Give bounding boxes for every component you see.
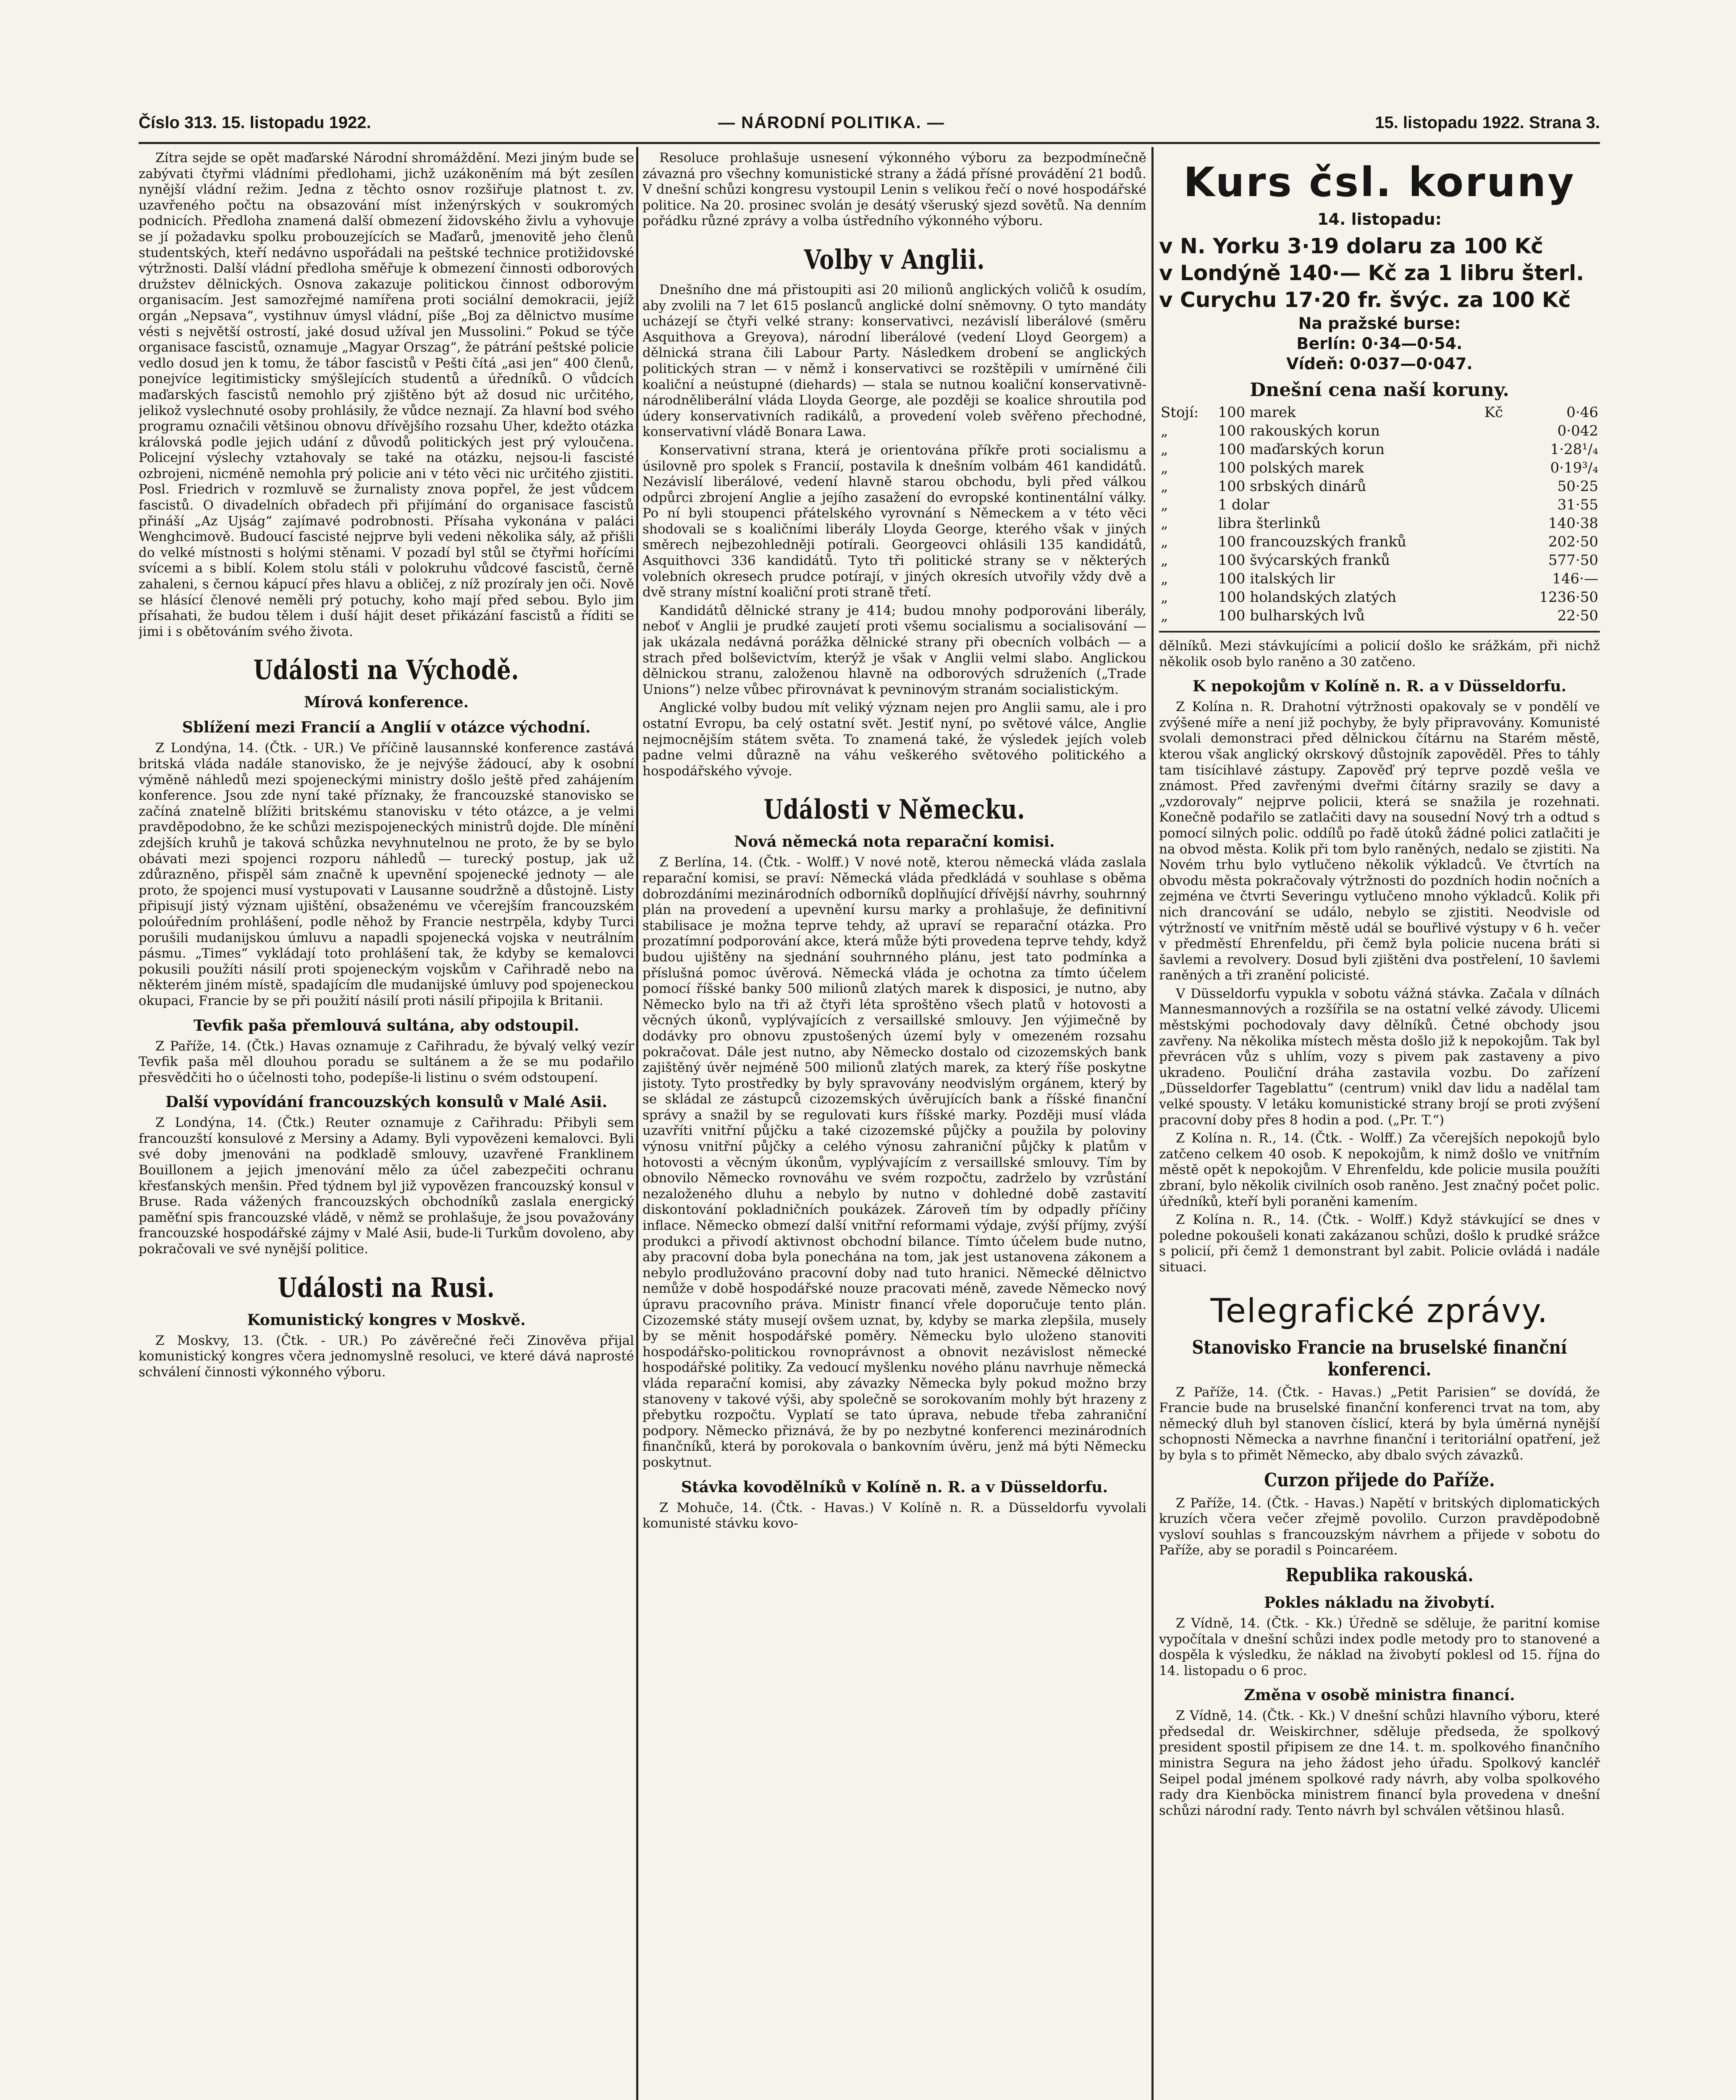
rate-berlin: Berlín: 0·34—0·54. xyxy=(1296,334,1463,353)
article-unrest-1: Z Kolína n. R. Drahotní výtržnosti opakovaly se v pondělí ve zvýšené míře a není již pochyby, že byly připravovány. Komunisté svolali demonstraci před dělnickou čítárnu na Starém městě, kterou však anglický okrskový důstojník zapověděl. Přes to táhly tam tisícihlavé zástupy. Zapověď prý teprve pozdě vešla ve známost. Před zavřenými dveřmi čítárny srazily se davy a „vzdorovaly“ nejprve policii, která se snažila je rozehnati. Konečně podařilo se zatlačiti davy na sousední Nový trh a odtud s pomocí silných polic. oddílů po řadě útoků žádné polici zatlačiti je na obvod města. Kolik při tom bylo raněných, nedalo se zjistiti. Na Novém trhu bylo vytlučeno několik výkladců. Ve čtvrtích na obvodu města pokračovaly výtržnosti do pozdních hodin nočních a zejména ve čtvrti Severingu vytlučeno mnoho výkladců. Kolik při nich drancování se událo, nebylo se zjistiti. Neodvisle od výtržností ve vnitřním městě udál se bouřlivé výstupy v 6 h. večer v předměstí Ehrenfeldu, při čemž byla policie nucena bráti si šavlemi a revolvery. Dosud byli zjištěni dva postřelení, 10 šavlemi raněných a tři zranění policisté. xyxy=(1159,699,1600,983)
rate-prefix: „ xyxy=(1161,533,1168,550)
heading-austria: Republika rakouská. xyxy=(1285,1564,1474,1586)
article-reparation-note: Z Berlína, 14. (Čtk. - Wolff.) V nové notě, kterou německá vláda zaslala reparační komisi, se praví: Německá vláda předkládá v souhlase s oběma dobrozdáními mezinárodních odborníků doplňující dřívější návrhy, souhrnný plán na provedení a upevnění kursu marky a prohlašuje, že definitivní stabilisace je možna teprve tehdy, až upraví se reparační otázka. Pro prozatímní podporování akce, která může býti provedena teprve tehdy, když budou ujištěny na sjednání souhrnného plánu, jest tato podmínka a příslušná pomoc úvěrová. Německá vláda je ochotna za tímto účelem pomocí říšské banky 500 milionů zlatých marek k disposici, je nutno, aby Německo bylo na tři až čtyři léta sproštěno všech platů v hotovosti a věcných úkonů, vyplývajících z versaillské smlouvy. Jen výjimečně by dodávky pro obnovu zpustošených území byly v omezeném rozsahu pokračovat. Dále jest nutno, aby Německo dostalo od cizozemských bank zajištěný úvěr nejméně 500 milionů zlatých marek, za který říše poskytne jistoty. Tyto prostředky by byly spravovány neodvislým orgánem, který by se skládal ze zástupců cizozemských úvěrujících bank a říšské finanční správy a snažil by se regulovati kurs říšské marky. Později musí vláda uzavříti vnitřní půjčku a také cizozemské půjčky a použila by poloviny výnosu vnitřní půjčky a celého výnosu zahraniční půjčky k platům v hotovosti a věcným úkonům, vyplývajícím z versaillské smlouvy. Tím by obnovilo Německo rovnováhu ve svém rozpočtu, zadrželo by vzrůstání nezaloženého dluhu a nebylo by nutno v dohledné době zastavití diskontování pokladničních poukázek. Zároveň tím by odpadly příčiny inflace. Německo obmezí další vnitřní reformami výdaje, zvýší příjmy, zvýší produkci a přivodí aktivnost obchodní bilance. Tímto účelem bude nutno, aby pracovní doba byla ponechána na tom, jak jest ustanovena zákonem a nebylo prodlužováno pracovní doby nad tuto hranici. Německé dělnictvo nemůže v době hospodářské nouze pracovati méně, zavede Německo nový úpravu pracovního práva. Ministr financí vřele doporučuje tento plán. Cizozemské státy musejí ovšem uznat, by, kdyby se marka zlepšila, musely by se měnit hospodářské poměry. Německu bylo uloženo stanoviti hospodářsko-politickou rovnoprávnost a obnovit nezávislost německé hospodářské politiky. Za vedoucí myšlenku nového plánu navrhuje německá vláda reparační komisi, aby závazky Německa byly pokud možno brzy stanoveny v takové výši, aby společně se sorokovaním mohly být hrazeny z přebytku rozpočtu. Vyplatí se tato úprava, nebude třeba zahraniční podpory. Německo přiznává, že by po nezbytné konferenci mezinárodních finančníků, která by porokovala o bankovním úvěru, jenž má býti Německu poskytnut. xyxy=(642,855,1146,1470)
rate-unit xyxy=(1483,551,1513,570)
rate-prefix: „ xyxy=(1161,607,1168,624)
rate-row xyxy=(1159,477,1600,496)
rate-value: 0·042 xyxy=(1557,423,1598,439)
column-1 xyxy=(139,150,634,2100)
rate-unit xyxy=(1483,477,1513,496)
rate-unit xyxy=(1483,440,1513,459)
heading-congress: Komunistický kongres v Moskvě. xyxy=(247,1311,526,1329)
rate-unit xyxy=(1483,588,1513,606)
rate-prefix: „ xyxy=(1161,459,1168,476)
rate-row xyxy=(1159,533,1600,551)
article-curzon: Z Paříže, 14. (Čtk. - Havas.) Napětí v britských diplomatických kruzích včera večer zřejmě povolilo. Curzon pravděpodobně vysloví souhlas s francouzským návrhem a přijede v sobotu do Paříže, aby se poradil s Poincaréem. xyxy=(1159,1495,1600,1558)
article-consuls: Z Londýna, 14. (Čtk.) Reuter oznamuje z Cařihradu: Přibyli sem francouzští konsulové z Mersiny a Adamy. Byli vypovězeni kemalovci. Byli své doby jmenováni na podkladě smlouvy, uzavřené Franklinem Bouillonem a jejich jmenování mělo za účel zabezpečiti ochranu křesťanských menšin. Před týdnem byl již vypovězen francouzský konsul v Bruse. Rada vážených francouzských obchodníků zaslala energický paměťní spis francouzské vládě, v němž se prohlašuje, že jsou považovány francouzské hospodářské zájmy v Malé Asii, bude-li Turkům dovoleno, aby pokračovali ve své nynější politice. xyxy=(139,1115,634,1257)
article-unrest-3: Z Kolína n. R., 14. (Čtk. - Wolff.) Za včerejších nepokojů bylo zatčeno celkem 40 osob. K nepokojům, k nimž došlo ve vnitřním městě opět k nepokojům. V Ehrenfeldu, kde policie musila použíti zbraní, bylo několik civilních osob raněno. Jest značný počet polic. úředníků, kteří byli poraněni kamením. xyxy=(1159,1131,1600,1209)
rate-label: 100 marek xyxy=(1218,404,1296,421)
rate-label: 100 srbských dinárů xyxy=(1218,478,1366,495)
rate-value: 146·— xyxy=(1552,570,1598,587)
article-congress: Z Moskvy, 13. (Čtk. - UR.) Po závěrečné řeči Zinověva přijal komunistický kongres včera jednomyslně resoluci, ve které dává naprosté schválení činnosti výkonného výboru. xyxy=(139,1333,634,1380)
currency-date: 14. listopadu: xyxy=(1317,210,1442,228)
article-brussels: Z Paříže, 14. (Čtk. - Havas.) „Petit Parisien“ se dovídá, že Francie bude na bruselské finanční konferenci trvat na tom, aby německý dluh byl stanoven číslicí, která by byla úměrná nynější schopnosti Německa a navrhne finanční i teritoriální opatření, jež by byla s to přimět Německo, aby dbalo svých závazků. xyxy=(1159,1384,1600,1463)
rate-row xyxy=(1159,440,1600,459)
rate-row xyxy=(1159,459,1600,477)
page-number: 15. listopadu 1922. Strana 3. xyxy=(1375,113,1600,132)
rate-value: 0·46 xyxy=(1566,404,1598,421)
article-strike-cont: dělníků. Mezi stávkujícími a policií došlo ke srážkám, při nichž několik osob bylo raněno a 30 zatčeno. xyxy=(1159,638,1600,669)
heading-living-cost: Pokles nákladu na živobytí. xyxy=(1264,1593,1495,1612)
heading-russia: Události na Rusi. xyxy=(278,1272,495,1304)
rate-label: libra šterlinků xyxy=(1218,515,1321,532)
rate-row xyxy=(1159,588,1600,606)
rate-zurich: v Curychu 17·20 fr. švýc. za 100 Kč xyxy=(1159,288,1571,312)
article-elections-2: Konservativní strana, která je orientována příkře proti socialismu a úsilovně pro spolek s Francií, postavila k dnešním volbám 461 kandidátů. Nezávislí liberálové, vedení hlavně starou obchodu, byli před válkou odpůrci zbrojení Anglie a jejího zasažení do evropské kontinentální války. Po ní byli stoupenci přátelského vyrovnání s Německem a v této věci shodovali se s koaličními liberály Lloyda George, kterého však v jiných směrech nejbezohledněji potírali. Georgeovci ohlásili 135 kandidátů, Asquithovci 336 kandidátů. Tyto tři politické strany se v některých volebních okresech prudce potírají, v jiných okresích utvořily vždy dvě a dvě strany místní koaliční proti straně třetí. xyxy=(642,442,1146,600)
rate-prefix: „ xyxy=(1161,441,1168,458)
heading-france-england: Sblížení mezi Francií a Anglií v otázce východní. xyxy=(182,719,591,737)
heading-east: Události na Východě. xyxy=(253,654,519,686)
rate-unit xyxy=(1483,533,1513,551)
rate-value: 202·50 xyxy=(1548,533,1598,550)
rate-table xyxy=(1159,403,1600,625)
heading-england-elections: Volby v Anglii. xyxy=(804,244,985,276)
newspaper-title: — NÁRODNÍ POLITIKA. — xyxy=(718,113,945,132)
rate-row xyxy=(1159,570,1600,588)
rate-value: 31·55 xyxy=(1557,496,1598,513)
rate-prefix: „ xyxy=(1161,570,1168,587)
rate-row xyxy=(1159,422,1600,440)
rate-prefix: „ xyxy=(1161,423,1168,439)
article-hungary: Zítra sejde se opět maďarské Národní shromáždění. Mezi jiným bude se zabývati čtyřmi vládními předlohami, jichž uzákoněním má být zesílen nynější vládní režim. Jedna z těchto osnov rozšiřuje platnost t. zv. uzavřeného počtu na obsazování míst inženýrských v soukromých podnicích. Předloha znamená další obmezení židovského živlu a vyhovuje se jí požadavku spolku probouzejících se Maďarů, jmenovitě jeho členů studentských, kteří nedávno uspořádali na peštské technice protižidovské výtržnosti. Další vládní předloha směřuje k obmezení činnosti odborových družstev dělnických. Osnova zakazuje politickou činnost odborovým organisacím. Jest samozřejmé namířena proti sociální demokracii, jejíž orgán „Nepsava“, vystihnuv úmysl vládní, píše „Boj za dělnictvo musíme vésti s největší ostrostí, jaké dosud užíval jen Mussolini.“ Pokud se týče organisace fascistů, oznamuje „Magyar Orszag“, že pátrání peštské policie vedlo dosud jen k tomu, že tábor fascistů v Pešti čítá „asi jen“ 400 členů, ponejvíce legitimisticky smýšlejících studentů a úředníků. O vůdcích maďarských fascistů nemohlo prý zjištěno být až dosud nic určitého, jelikož vyslechnuté osoby prohlásily, že vůdce neznají. Za hlavní bod svého programu označili většinou obnovu dřívějšího rozsahu Uher, kdežto otázka královská podle jejich udání z důvodů politických jest prý vyloučena. Policejní výslechy vztahovaly se také na otázku, nejsou-li fascisté ozbrojeni, nicméně nemohla prý policie ani v této věci nic určitého zjistiti. Posl. Friedrich v rozmluvě se žurnalisty znova popřel, že jest vůdcem fascistů. O divadelních obřadech při přijímání do organisace fascistů přináší „Az Ujság“ zajímavé podrobnosti. Přísaha vykonána v paláci Wenghcimově. Budoucí fascisté nejprve byli vedeni několika sály, až přišli do velké místnosti s holými stěnami. V pozadí byl stůl se čtyřmi hořícími svícemi a s biblí. Kolem stolu stáli v polokruhu vůdcové fascistů, černě zahaleni, s černou kápucí přes hlavu a obličej, z níž prozíraly jen oči. Nově se hlásící členové neměli prý potuchy, koho mají před sebou. Bylo jim přísahati, že budou tělem i duší hájit deset přikázání fascistů a říditi se jimi i s obětováním svého života. xyxy=(139,150,634,639)
heading-curzon: Curzon přijede do Paříže. xyxy=(1264,1469,1495,1491)
rate-unit xyxy=(1483,570,1513,588)
rate-prefix: „ xyxy=(1161,478,1168,495)
rates-rule xyxy=(1159,631,1600,633)
column-2 xyxy=(642,150,1146,2100)
rate-unit: Kč xyxy=(1484,404,1503,421)
rate-label: 100 italských lir xyxy=(1218,570,1335,587)
masthead xyxy=(139,113,1600,139)
rate-london: v Londýně 140·— Kč za 1 libru šterl. xyxy=(1159,261,1584,285)
rate-new-york: v N. Yorku 3·19 dolaru za 100 Kč xyxy=(1159,234,1543,258)
heading-brussels: Stanovisko Francie na bruselské finanční konferenci. xyxy=(1192,1336,1567,1380)
article-elections-3: Kandidátů dělnické strany je 414; budou mnohy podporováni liberály, neboť v Anglii je prudké zaujetí proti všemu socialismu a socialisování — jak ukázala nedávná porážka dělnické strany při obecních volbách — a strach před bolševictvím, kterýž je však v Anglii velmi slabo. Anglickou dělnickou stranu, založenou hlavně na odborových sdruženích („Trade Unions“) nelze vůbec přirovnávat k pevninovým stranám socialistickým. xyxy=(642,603,1146,697)
rate-label: 1 dolar xyxy=(1218,496,1269,513)
rate-unit xyxy=(1483,496,1513,514)
rate-label: 100 maďarských korun xyxy=(1218,441,1385,458)
heading-currency-rate: Kurs čsl. koruny xyxy=(1183,159,1576,206)
header-rule xyxy=(139,142,1600,144)
heading-finance-minister: Změna v osobě ministra financí. xyxy=(1244,1686,1515,1704)
article-finance-minister: Z Vídně, 14. (Čtk. - Kk.) V dnešní schůzi hlavního výboru, které předsedal dr. Weiskirchner, sděluje předseda, že spolkový president spostil připisem ze dne 14. t. m. spolkového finančního ministra Segura na jeho žádost jeho úřadu. Spolkový kancléř Seipel podal jménem spolkové rady návrh, aby volba spolkového rady dra Kienböcka ministrem financí byla provedena v dnešní schůzi národní rady. Tento návrh byl schválen většinou hlasů. xyxy=(1159,1708,1600,1818)
article-lausanne: Z Londýna, 14. (Čtk. - UR.) Ve příčině lausannské konference zastává britská vláda nadále stanovisko, že je nejvýše žádoucí, aby k osobní výměně náhledů mezi spojeneckými ministry došlo ještě před zahájením konference. Jsou zde nyní také příznaky, že francouzské stanovisko se začíná znatelně blížiti britskému stanovisku v této otázce, a je velmi pravděpodobno, že ke schůzi mezispojeneckých ministrů dojde. Dle mínění zdejších kruhů je taková schůzka nevyhnutelnou ne proto, že by se bylo obávati mezi spojenci rozporu náhledů — turecký postup, jak už zdůrazněno, přispěl sám značně k upevnění spojenecké jednoty — ale proto, že spojenci musí vystupovati v Lausanne soudržně a důstojně. Listy připisují jistý význam ujištění, obsaženému ve včerejším francouzském poloúředním prohlášení, podle něhož by Francie nestrpěla, kdyby Turci porušili mudanijskou úmluvu a napadli spojenecká vojska v neutrálním pásmu. „Times“ vykládají toto prohlášení tak, že kdyby se kemalovci pokusili použíti násilí proti spojeneckým vojskům v Cařihradě nebo na některém jiném místě, spadajícím dle mudanijské úmluvy pod spojeneckou okupaci, Francie by se při použití násilí proti násilí připojila k Britanii. xyxy=(139,740,634,1008)
rate-label: 100 švýcarských franků xyxy=(1218,552,1390,569)
article-tevfik: Z Paříže, 14. (Čtk.) Havas oznamuje z Cařihradu, že bývalý velký vezír Tevfik paša měl dlouhou poradu se sultánem a že se mu podařilo přesvědčiti ho o účelnosti toho, podepíše-li listinu o svém odstoupení. xyxy=(139,1038,634,1085)
rate-prefix: „ xyxy=(1161,496,1168,513)
rate-value: 577·50 xyxy=(1548,552,1598,569)
rate-unit xyxy=(1483,606,1513,625)
rate-label: 100 bulharských lvů xyxy=(1218,607,1365,624)
rate-label: 100 francouzských franků xyxy=(1218,533,1407,550)
rate-prefix: „ xyxy=(1161,589,1168,606)
heading-unrest: K nepokojům v Kolíně n. R. a v Düsseldorfu. xyxy=(1192,677,1567,696)
article-living-cost: Z Vídně, 14. (Čtk. - Kk.) Úředně se sděluje, že paritní komise vypočítala v dnešní schůzi index podle metody pro to stanovené a dospěla k výsledku, že náklad na živobytí poklesl od 15. října do 14. listopadu o 6 proc. xyxy=(1159,1615,1600,1678)
rate-value: 140·38 xyxy=(1548,515,1598,532)
rate-value: 0·19³/₄ xyxy=(1550,459,1598,476)
heading-crown-price: Dnešní cena naší koruny. xyxy=(1250,379,1509,401)
article-elections-1: Dnešního dne má přistoupiti asi 20 milionů anglických voličů k osudím, aby zvolili na 7 let 615 poslanců anglické dolní sněmovny. O tyto mandáty ucházejí se čtyři velké strany: konservativci, nezávislí liberálové (směru Asquithova a Greyova), národní liberálové (vedení Lloyd Georgem) a dělnická strana čili Labour Party. Následkem drobení se anglických politických stran — v němž i konservativci se rozštěpili v umírněné čili koaliční a neústupné (diehards) — stala se nutnou koaliční konservativně-národněliberální vláda Lloyda George, ale později se koalice shroutila pod údery konservativních radikálů, a provedení voleb svěřeno přechodné, konservativní vládě Bonara Lawa. xyxy=(642,282,1146,440)
rate-prefix: „ xyxy=(1161,552,1168,569)
rate-unit xyxy=(1483,459,1513,477)
heading-telegraph: Telegrafické zprávy. xyxy=(1210,1292,1549,1330)
column-divider-2 xyxy=(1151,147,1154,2100)
article-resolution: Resoluce prohlašuje usnesení výkonného výboru za bezpodmínečně závazná pro všechny komunistické strany a žádá přísné provádění 21 bodů. V dnešní schůzi kongresu vystoupil Lenin s velikou řečí o nové hospodářské politice. Na 20. prosinec svolán je desátý všeruský sjezd sovětů. Na denním pořádku různé zprávy a volba ústředního výkonného výboru. xyxy=(642,150,1146,229)
rate-unit xyxy=(1483,422,1513,440)
rate-row xyxy=(1159,403,1600,422)
rate-vienna: Vídeň: 0·037—0·047. xyxy=(1286,354,1473,373)
heading-reparation-note: Nová německá nota reparační komisi. xyxy=(734,833,1055,851)
rate-prefix: Stojí: xyxy=(1161,404,1199,421)
heading-germany: Události v Německu. xyxy=(763,794,1025,826)
rate-label: 100 rakouských korun xyxy=(1218,423,1380,439)
rate-row xyxy=(1159,606,1600,625)
prague-exchange: Na pražské burse: xyxy=(1298,314,1461,333)
rate-value: 50·25 xyxy=(1557,478,1598,495)
column-3 xyxy=(1159,150,1600,2100)
rate-prefix: „ xyxy=(1161,515,1168,532)
rate-row xyxy=(1159,514,1600,533)
rate-unit xyxy=(1483,514,1513,533)
article-unrest-2: V Düsseldorfu vypukla v sobotu vážná stávka. Začala v dílnách Mannesmannových a rozšířila se na ostatní velké závody. Ulicemi městskými pochodovaly davy dělníků. Četné obchody jsou zavřeny. Na několika místech města došlo již k nepokojům. Tak byl převrácen vůz s uhlím, vozy s pivem pak zastaveny a pivo ukradeno. Pouliční dráha zastavila vozbu. Do zařízení „Düsseldorfer Tageblattu“ (centrum) vnikl dav lidu a nadělal tam velké spousty. V letáku komunistické strany brojí se proti zvýšení pracovní doby přes 8 hodin a pod. („Pr. T.“) xyxy=(1159,986,1600,1128)
heading-metalworkers-strike: Stávka kovodělníků v Kolíně n. R. a v Düsseldorfu. xyxy=(681,1478,1108,1496)
heading-consuls: Další vypovídání francouzských konsulů v Malé Asii. xyxy=(165,1093,608,1111)
issue-number: Číslo 313. 15. listopadu 1922. xyxy=(139,113,371,132)
column-divider-1 xyxy=(636,147,638,2100)
rate-value: 22·50 xyxy=(1557,607,1598,624)
rate-value: 1236·50 xyxy=(1539,589,1598,606)
rate-row xyxy=(1159,551,1600,570)
heading-peace-conference: Mírová konference. xyxy=(304,693,469,711)
article-unrest-4: Z Kolína n. R., 14. (Čtk. - Wolff.) Když stávkující se dnes v poledne pokoušeli konati zakázanou schůzi, došlo k prudké srážce s policií, při čemž 1 demonstrant byl zabit. Policie ovládá i nadále situaci. xyxy=(1159,1212,1600,1275)
article-elections-4: Anglické volby budou mít veliký význam nejen pro Anglii samu, ale i pro ostatní Evropu, ba celý ostatní svět. Jestiť nyní, po světové válce, Anglie nejmocnějším státem světa. To znamená také, že výsledek jejích voleb padne velmi důrazně na váhu veškerého světového politického a hospodářského vývoje. xyxy=(642,700,1146,779)
rate-value: 1·28¹/₄ xyxy=(1550,441,1598,458)
rate-label: 100 holandských zlatých xyxy=(1218,589,1397,606)
heading-tevfik: Tevfik paša přemlouvá sultána, aby odstoupil. xyxy=(193,1016,580,1034)
rate-label: 100 polských marek xyxy=(1218,459,1364,476)
article-metalworkers-strike: Z Mohuče, 14. (Čtk. - Havas.) V Kolíně n. R. a Düsseldorfu vyvolali komunisté stávku kovo- xyxy=(642,1500,1146,1531)
rate-row xyxy=(1159,496,1600,514)
